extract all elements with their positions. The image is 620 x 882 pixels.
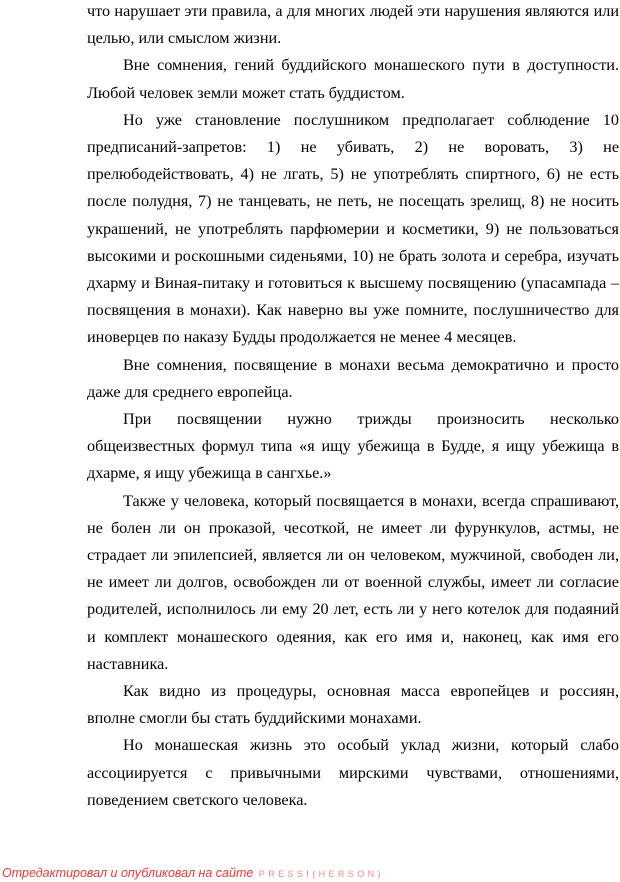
paragraph: Но уже становление послушником предполагает соблюдение 10 предписаний-запретов: 1) не убивать, 2) не воровать, 3) не прелюбодействовать, 4) не лгать, 5) не употреблять спиртного, 6) не есть после полудня, 7) не танцевать, не петь, не посещать зрелищ, 8) не носить украшений, не употреблять парфюмерии и косметики, 9) не пользоваться высокими и роскошными сиденьями, 10) не брать золота и серебра, изучать дхарму и Виная-питаку и готовиться к высшему посвящению (упасампада – посвящения в монахи). Как наверно вы уже помните, послушничество для иноверцев по наказу Будды продолжается не менее 4 месяцев. — [87, 110, 619, 347]
paragraph: Как видно из процедуры, основная масса европейцев и россиян, вполне смогли бы стать буддийскими монахами. — [87, 682, 619, 728]
body-text — [87, 0, 619, 814]
footer-text: Отредактировал и опубликовал на сайте — [2, 866, 254, 880]
footer-site-name: PRESSI(HERSON) — [258, 869, 384, 879]
paragraph: Вне сомнения, посвящение в монахи весьма демократично и просто даже для среднего европейца. — [87, 355, 619, 401]
paragraph-continuation: что нарушает эти правила, а для многих людей эти нарушения являются или целью, или смыслом жизни. — [87, 2, 619, 48]
paragraph: При посвящении нужно трижды произносить несколько общеизвестных формул типа «я ищу убежища в Будде, я ищу убежища в дхарме, я ищу убежища в сангхье.» — [87, 410, 619, 483]
paragraph: Также у человека, который посвящается в монахи, всегда спрашивают, не болен ли он проказой, чесоткой, не имеет ли фурункулов, астмы, не страдает ли эпилепсией, является ли он человеком, мужчиной, свободен ли, не имеет ли долгов, освобожден ли от военной службы, имеет ли согласие родителей, исполнилось ли ему 20 лет, есть ли у него котелок для подаяний и комплект монашеского одеяния, как его имя и, наконец, как имя его наставника. — [87, 491, 619, 673]
paragraph: Но монашеская жизнь это особый уклад жизни, который слабо ассоциируется с привычными мирскими чувствами, отношениями, поведением светского человека. — [87, 736, 619, 809]
paragraph: Вне сомнения, гений буддийского монашеского пути в доступности. Любой человек земли может стать буддистом. — [87, 56, 619, 102]
page-footer — [2, 866, 384, 880]
